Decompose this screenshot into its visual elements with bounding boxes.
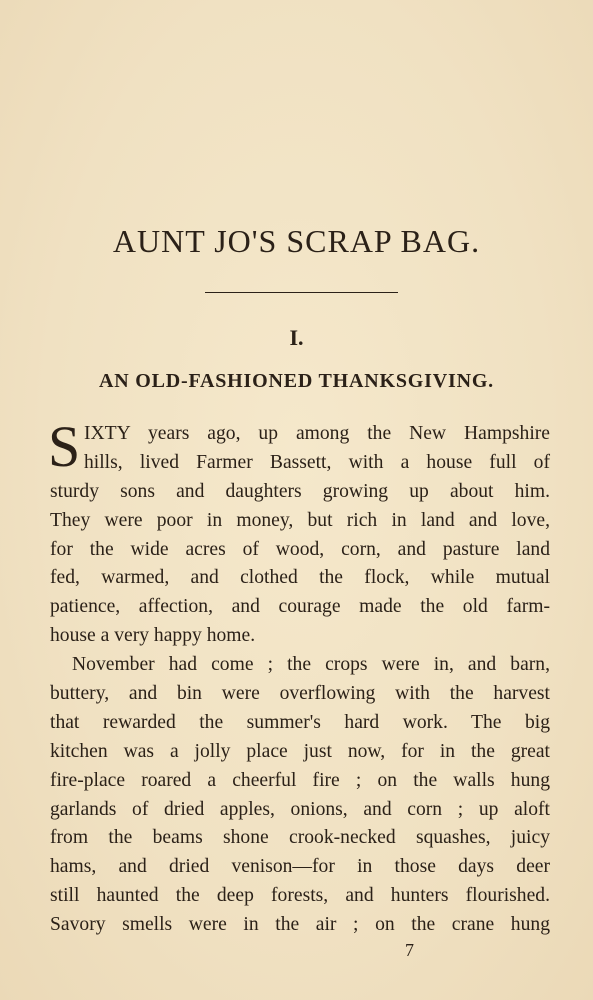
text-line: that rewarded the summer's hard work. The big [50,711,550,733]
text-line: November had come ; the crops were in, and barn, [72,654,550,676]
text-line: sturdy sons and daughters growing up about him. [50,480,550,502]
text-line: fire-place roared a cheerful fire ; on the walls hung [50,769,550,791]
text-line: IXTY years ago, up among the New Hampshire [84,423,550,444]
text-line: still haunted the deep forests, and hunters flourished. [50,885,550,907]
text-line: fed, warmed, and clothed the flock, while mutual [50,567,550,589]
book-title: AUNT JO'S SCRAP BAG. [112,223,481,259]
text-line: hills, lived Farmer Bassett, with a house full of [84,451,550,473]
title-divider [205,292,398,293]
text-line: They were poor in money, but rich in land and love, [50,509,550,531]
chapter-number: I. [289,325,304,350]
text-line: buttery, and bin were overflowing with the harvest [50,683,550,705]
text-line: garlands of dried apples, onions, and corn ; up aloft [50,798,550,820]
text-line: kitchen was a jolly place just now, for in the great [50,740,550,762]
paragraph-2 [50,651,550,940]
text-line: for the wide acres of wood, corn, and pasture land [50,538,550,560]
text-line: from the beams shone crook-necked squashes, juicy [50,827,550,849]
text-line: patience, affection, and courage made the old farm- [50,596,550,618]
page-number: 7 [405,940,414,960]
text-line: Savory smells were in the air ; on the crane hung [50,914,550,936]
chapter-title: AN OLD-FASHIONED THANKSGIVING. [99,370,494,392]
paragraph-1 [48,414,550,651]
text-line: house a very happy home. [50,625,256,647]
chapter-body [48,414,550,940]
text-line: hams, and dried venison—for in those days deer [50,856,550,878]
drop-cap: S [48,414,81,479]
